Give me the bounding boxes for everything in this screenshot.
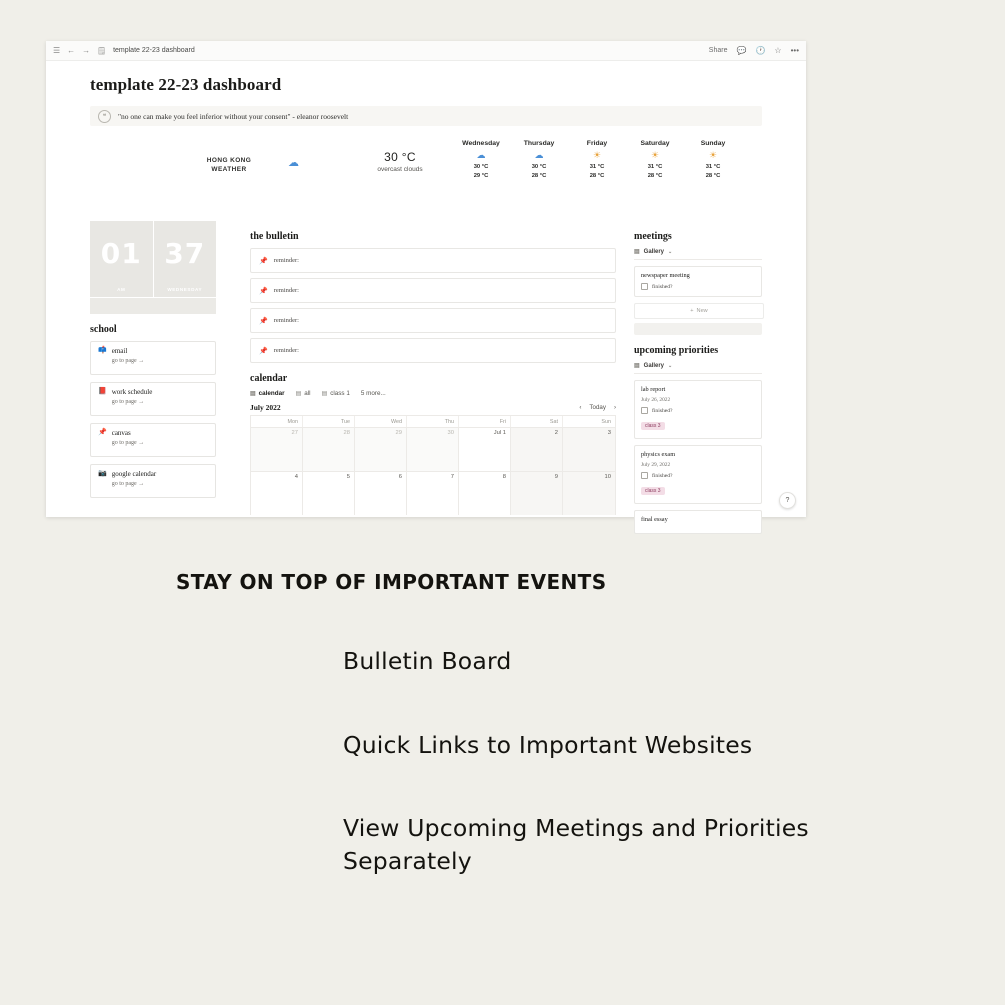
middle-column — [250, 221, 624, 540]
priority-card-title: final essay — [641, 516, 668, 523]
tab-more[interactable] — [361, 390, 386, 397]
calendar-day-cell[interactable]: 30 — [407, 427, 459, 471]
history-clock-icon[interactable]: 🕐 — [755, 45, 766, 55]
flip-clock-footer — [90, 298, 216, 314]
calendar-dow: Mon — [251, 416, 303, 427]
meeting-card-check-label: finished? — [652, 283, 673, 290]
left-column — [90, 221, 242, 540]
checkbox-icon[interactable] — [641, 283, 648, 290]
link-card-work-schedule[interactable] — [90, 382, 216, 416]
chevron-down-icon: ⌄ — [668, 248, 673, 255]
link-card-title: canvas — [111, 429, 131, 437]
meetings-view-selector[interactable] — [634, 248, 762, 260]
link-card-subtitle: go to page → — [111, 440, 145, 446]
marketing-feature-2: Quick Links to Important Websites — [343, 731, 753, 759]
forecast-low: 28 °C — [705, 172, 721, 179]
calendar-next-button[interactable]: › — [613, 404, 616, 411]
chevron-down-icon: ⌄ — [668, 362, 673, 369]
bulletin-heading: the bulletin — [250, 231, 299, 242]
marketing-feature-1: Bulletin Board — [343, 647, 512, 675]
sun-icon: ☀ — [708, 150, 718, 160]
forecast-high: 31 °C — [705, 164, 721, 170]
cloud-icon: ☁ — [288, 157, 299, 169]
bulletin-text: reminder: — [273, 317, 299, 324]
forecast-day-name: Thursday — [523, 140, 555, 147]
calendar-today-button[interactable]: Today — [589, 404, 606, 411]
forecast-low: 28 °C — [531, 172, 547, 179]
browser-window — [46, 41, 806, 523]
gallery-icon: ▤ — [634, 363, 640, 369]
calendar-day-cell[interactable]: 29 — [355, 427, 407, 471]
priorities-view-selector[interactable] — [634, 362, 762, 374]
forecast-day-name: Sunday — [700, 140, 726, 147]
more-options-icon[interactable]: ••• — [790, 45, 799, 55]
priorities-view-label: Gallery — [643, 362, 665, 369]
weather-city — [186, 156, 272, 175]
priority-card-title: lab report — [641, 386, 666, 393]
priority-card-checkbox-row[interactable] — [641, 472, 755, 479]
link-card-subtitle: go to page → — [111, 481, 145, 487]
calendar-day-cell[interactable]: 2 — [511, 427, 563, 471]
weather-description: overcast clouds — [377, 166, 423, 173]
link-card-title: google calendar — [111, 470, 157, 478]
pin-icon: 📌 — [259, 257, 268, 265]
marketing-headline: STAY ON TOP OF IMPORTANT EVENTS — [176, 570, 607, 594]
calendar-prev-button[interactable]: ‹ — [579, 404, 582, 411]
favorite-star-icon[interactable]: ☆ — [774, 45, 782, 55]
comment-icon[interactable]: 💬 — [736, 45, 747, 55]
tab-label: calendar — [258, 390, 285, 397]
dashboard-columns — [90, 221, 806, 540]
priority-card[interactable] — [634, 445, 762, 504]
pin-icon: 📌 — [259, 347, 268, 355]
bulletin-text: reminder: — [273, 287, 299, 294]
calendar-month-label: July 2022 — [250, 403, 281, 412]
forecast-day-name: Wednesday — [462, 140, 500, 147]
priority-card-checkbox-row[interactable] — [641, 407, 755, 414]
meeting-card-title: newspaper meeting — [641, 272, 690, 279]
calendar-dow: Tue — [303, 416, 355, 427]
tab-label: 5 more... — [360, 390, 386, 397]
link-card-title: email — [111, 347, 128, 355]
gallery-icon: ▤ — [634, 249, 640, 255]
table-icon: ▤ — [250, 391, 256, 397]
calendar-dow: Sun — [601, 419, 611, 425]
forecast-day — [568, 140, 626, 180]
clock-weekday-label: WEDNESDAY — [167, 287, 203, 292]
calendar-day-cell[interactable]: 3 — [563, 427, 615, 471]
tab-class-1[interactable] — [322, 390, 350, 397]
tab-all[interactable] — [296, 390, 311, 397]
priority-card[interactable] — [634, 380, 762, 439]
sun-icon: ☀ — [650, 150, 660, 160]
meetings-new-label: New — [696, 308, 708, 314]
flip-clock-hour — [90, 221, 154, 297]
quote-icon: ❝ — [98, 110, 111, 123]
link-card-canvas[interactable] — [90, 423, 216, 457]
dashboard-page — [46, 61, 806, 523]
page-title: template 22-23 dashboard — [90, 75, 282, 94]
calendar-day-cell[interactable]: 28 — [303, 427, 355, 471]
tab-label: class 1 — [330, 390, 350, 397]
priority-card-tag: class 3 — [641, 422, 665, 430]
link-card-title: work schedule — [111, 388, 153, 396]
bulletin-row[interactable] — [250, 308, 616, 333]
calendar-grid — [250, 415, 616, 515]
forecast-high: 31 °C — [589, 164, 605, 170]
calendar-day-cell[interactable]: 27 — [251, 427, 303, 471]
forecast-low: 29 °C — [473, 172, 489, 179]
forecast-day-name: Saturday — [640, 140, 670, 147]
forecast-day — [684, 140, 742, 180]
forward-icon[interactable]: → — [82, 45, 91, 55]
bulletin-text: reminder: — [273, 257, 299, 264]
calendar-day-cell[interactable]: 9 — [511, 471, 563, 515]
calendar-view-tabs — [250, 390, 624, 397]
calendar-day-cell[interactable]: Jul 1 — [459, 427, 511, 471]
priority-card-tag: class 3 — [641, 487, 665, 495]
forecast-day — [510, 140, 568, 180]
meeting-card[interactable] — [634, 266, 762, 297]
quote-text: "no one can make you feel inferior without your consent" - eleanor roosevelt — [118, 111, 349, 121]
pin-icon: 📌 — [98, 429, 107, 436]
plus-icon: + — [690, 308, 694, 314]
forecast-high: 31 °C — [647, 164, 663, 170]
flip-clock-minute — [154, 221, 217, 297]
clock-hour-value: 01 — [100, 237, 142, 270]
link-card-email[interactable] — [90, 341, 216, 375]
quote-callout — [90, 106, 762, 126]
forecast-day-name: Friday — [586, 140, 608, 147]
meeting-card-checkbox-row[interactable] — [641, 283, 755, 290]
calendar-day-cell[interactable]: 5 — [303, 471, 355, 515]
bulletin-text: reminder: — [273, 347, 299, 354]
calendar-day-cell[interactable]: 6 — [355, 471, 407, 515]
bulletin-row[interactable] — [250, 338, 616, 363]
forecast-day — [452, 140, 510, 180]
calendar-dow: Thu — [407, 416, 459, 427]
bulletin-row[interactable] — [250, 248, 616, 273]
pin-icon: 📌 — [259, 317, 268, 325]
mailbox-icon: 📫 — [98, 347, 107, 354]
bulletin-row[interactable] — [250, 278, 616, 303]
camera-icon: 📷 — [98, 470, 107, 477]
weather-current — [345, 150, 455, 173]
forecast-day — [626, 140, 684, 180]
priority-card-date: July 26, 2022 — [641, 397, 671, 403]
forecast-high: 30 °C — [473, 164, 489, 170]
meetings-view-label: Gallery — [643, 248, 665, 255]
calendar-day-headers — [251, 416, 615, 427]
calendar-day-cell[interactable]: 4 — [251, 471, 303, 515]
pin-icon: 📌 — [259, 287, 268, 295]
sun-icon: ☀ — [592, 150, 602, 160]
book-icon: 📕 — [98, 388, 107, 395]
weather-city-line2: WEATHER — [211, 166, 247, 174]
weather-city-line1: HONG KONG — [206, 157, 252, 164]
back-icon[interactable]: ← — [67, 45, 76, 55]
calendar-header — [250, 403, 616, 412]
calendar-week-row — [251, 471, 615, 515]
forecast-high: 30 °C — [531, 164, 547, 170]
weather-temperature: 30 °C — [384, 150, 416, 164]
calendar-heading: calendar — [250, 373, 288, 384]
meetings-placeholder-strip — [634, 323, 762, 335]
meetings-new-button[interactable] — [634, 303, 764, 319]
link-card-subtitle: go to page → — [111, 358, 145, 364]
link-card-subtitle: go to page → — [111, 399, 145, 405]
calendar-day-cell[interactable]: 8 — [459, 471, 511, 515]
cloud-icon: ☁ — [476, 150, 486, 160]
tab-label: all — [304, 390, 311, 397]
calendar-day-cell[interactable]: 7 — [407, 471, 459, 515]
meetings-heading: meetings — [634, 231, 672, 242]
share-button[interactable]: Share — [708, 47, 728, 54]
link-card-google-calendar[interactable] — [90, 464, 216, 498]
priority-card-check-label: finished? — [652, 472, 673, 479]
window-title: template 22-23 dashboard — [113, 47, 195, 54]
forecast-low: 28 °C — [589, 172, 605, 179]
priority-card[interactable] — [634, 510, 762, 534]
clock-minute-value: 37 — [164, 237, 206, 270]
calendar-dow: Wed — [355, 416, 407, 427]
clock-hour-label: AM — [117, 287, 126, 292]
weather-forecast — [452, 140, 742, 180]
calendar-dow: Fri — [459, 416, 511, 427]
table-icon: ▤ — [295, 391, 302, 397]
priority-card-title: physics exam — [641, 451, 676, 458]
priority-card-date: July 29, 2022 — [641, 462, 671, 468]
calendar-day-cell[interactable]: 10 — [563, 471, 615, 515]
help-button[interactable]: ? — [779, 492, 796, 509]
priorities-heading: upcoming priorities — [634, 345, 719, 356]
right-column — [634, 221, 774, 540]
school-heading: school — [90, 324, 117, 335]
table-icon: ▤ — [321, 391, 328, 397]
forecast-low: 28 °C — [647, 172, 663, 179]
marketing-feature-3: View Upcoming Meetings and Priorities Separately — [343, 814, 809, 875]
checkbox-icon[interactable] — [641, 407, 648, 414]
calendar-week-row — [251, 427, 615, 471]
calendar-dow: Sat — [511, 416, 563, 427]
weather-widget — [90, 140, 762, 198]
document-icon: 🗒 — [97, 47, 107, 55]
cloud-icon: ☁ — [534, 150, 544, 160]
tab-calendar[interactable] — [250, 390, 285, 397]
flip-clock — [90, 221, 216, 297]
checkbox-icon[interactable] — [641, 472, 648, 479]
hamburger-icon[interactable]: ☰ — [53, 45, 61, 55]
window-titlebar — [46, 41, 806, 61]
priority-card-check-label: finished? — [652, 407, 673, 414]
